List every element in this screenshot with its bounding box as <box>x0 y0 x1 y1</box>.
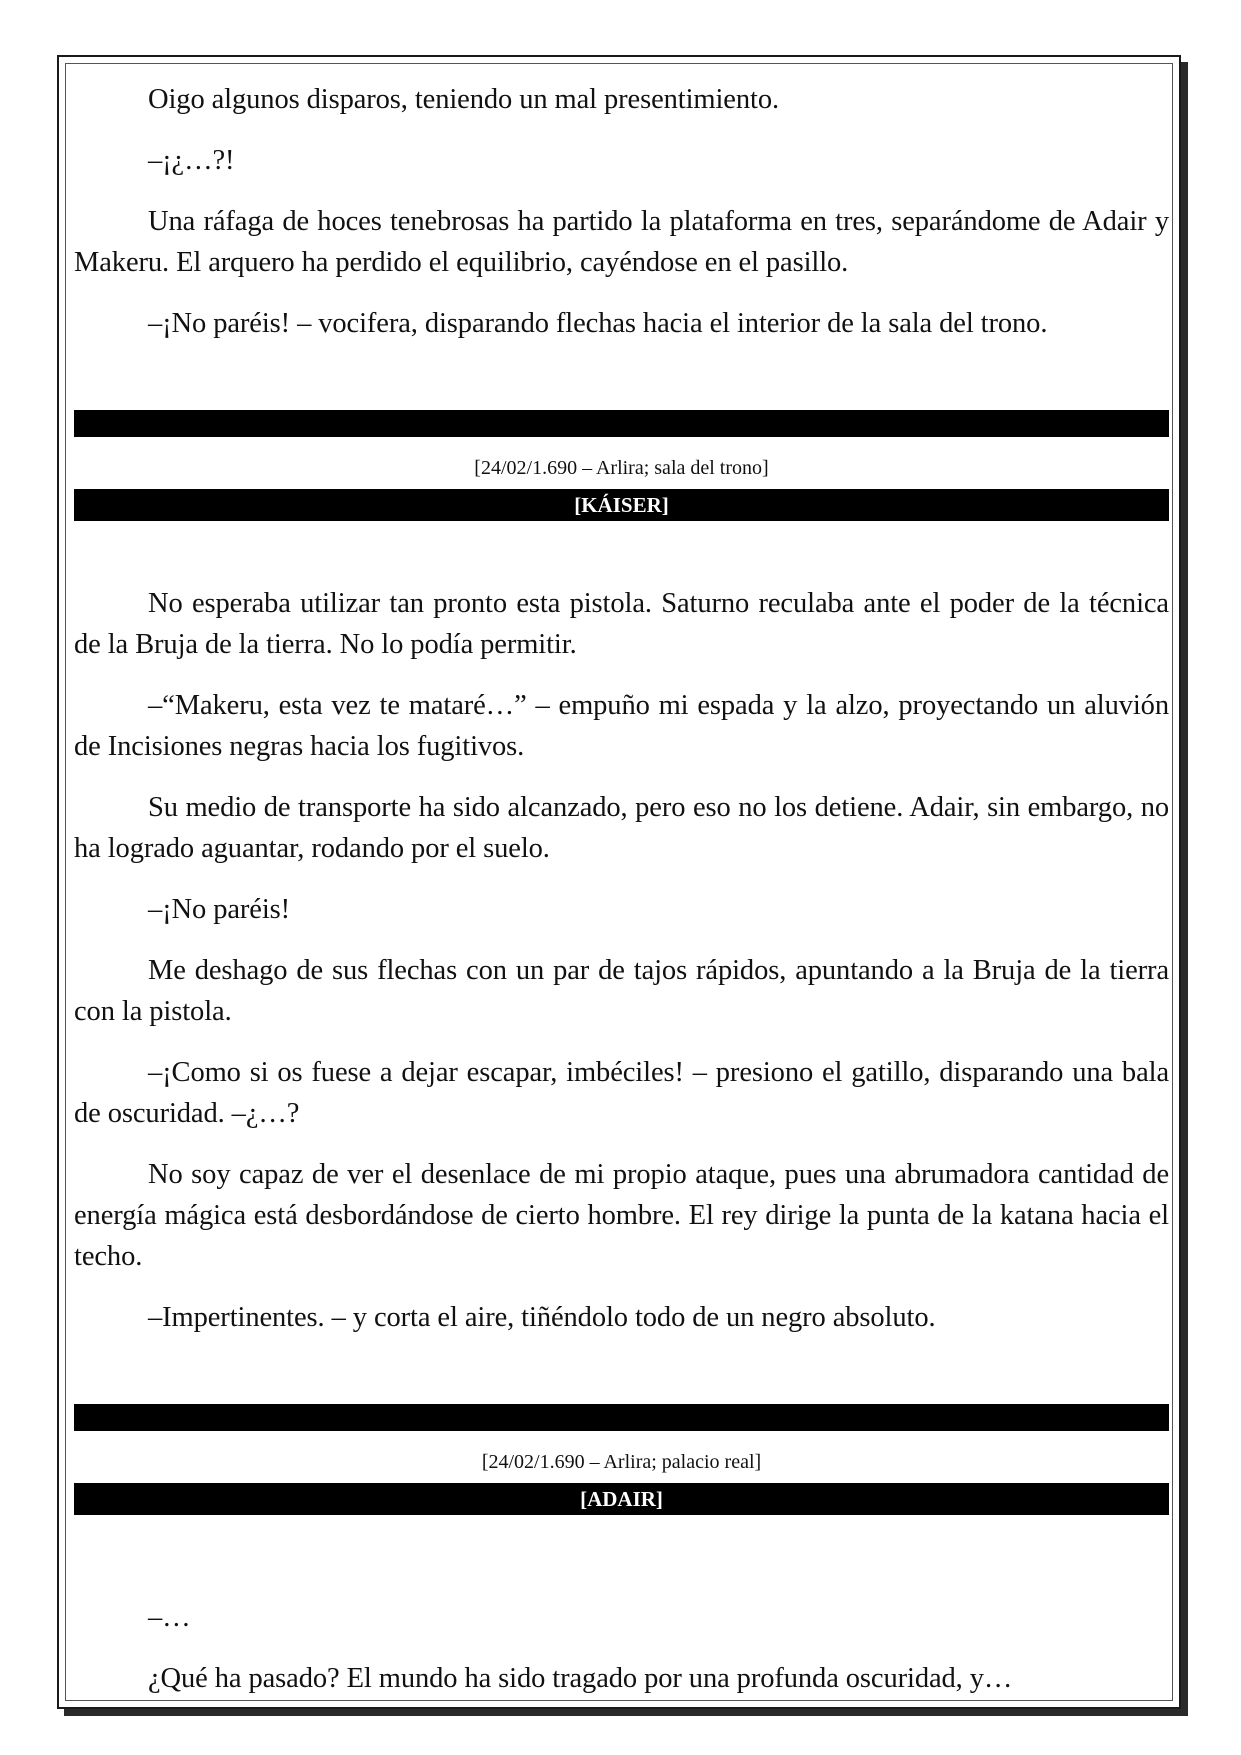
paragraph: –Impertinentes. – y corta el aire, tiñéndolo todo de un negro absoluto. <box>148 1302 936 1333</box>
section-divider-bar <box>74 1404 1169 1431</box>
pov-character-banner: [KÁISER] <box>74 489 1169 521</box>
document-body <box>74 79 1169 1719</box>
paragraph: –“Makeru, esta vez te mataré…” – empuño mi espada y la alzo, proyectando un aluvión de Incisiones negras hacia los fugitivos. <box>74 690 1169 762</box>
section-adair <box>74 1597 1169 1699</box>
spacer <box>74 1515 1169 1597</box>
paragraph: ¿Qué ha pasado? El mundo ha sido tragado por una profunda oscuridad, y… <box>148 1663 1013 1694</box>
paragraph: No soy capaz de ver el desenlace de mi propio ataque, pues una abrumadora cantidad de energía mágica está desbordándose de cierto hombre. El rey dirige la punta de la katana hacia el techo. <box>74 1159 1169 1272</box>
paragraph: –¡Como si os fuese a dejar escapar, imbéciles! – presiono el gatillo, disparando una bala de oscuridad. –¿…? <box>74 1057 1169 1129</box>
paragraph: Una ráfaga de hoces tenebrosas ha partido la plataforma en tres, separándome de Adair y Makeru. El arquero ha perdido el equilibrio, cayéndose en el pasillo. <box>74 206 1169 278</box>
section-kaiser <box>74 583 1169 1338</box>
paragraph: –¡No paréis! – vocifera, disparando flechas hacia el interior de la sala del trono. <box>148 308 1048 339</box>
spacer <box>74 521 1169 583</box>
paragraph: Oigo algunos disparos, teniendo un mal presentimiento. <box>148 84 779 115</box>
paragraph: Me deshago de sus flechas con un par de tajos rápidos, apuntando a la Bruja de la tierra con la pistola. <box>74 955 1169 1027</box>
pov-character-banner: [ADAIR] <box>74 1483 1169 1515</box>
paragraph: –¡No paréis! <box>148 894 291 925</box>
scene-header-date-location: [24/02/1.690 – Arlira; sala del trono] <box>474 457 769 479</box>
paragraph: –… <box>148 1602 191 1633</box>
scene-header-date-location: [24/02/1.690 – Arlira; palacio real] <box>481 1451 762 1473</box>
paragraph: –¡¿…?! <box>148 145 235 176</box>
section-opening <box>74 79 1169 344</box>
paragraph: Su medio de transporte ha sido alcanzado, pero eso no los detiene. Adair, sin embargo, no ha logrado aguantar, rodando por el suelo. <box>74 792 1169 864</box>
section-divider-bar <box>74 410 1169 437</box>
paragraph: No esperaba utilizar tan pronto esta pistola. Saturno reculaba ante el poder de la técnica de la Bruja de la tierra. No lo podía permitir. <box>74 588 1169 660</box>
